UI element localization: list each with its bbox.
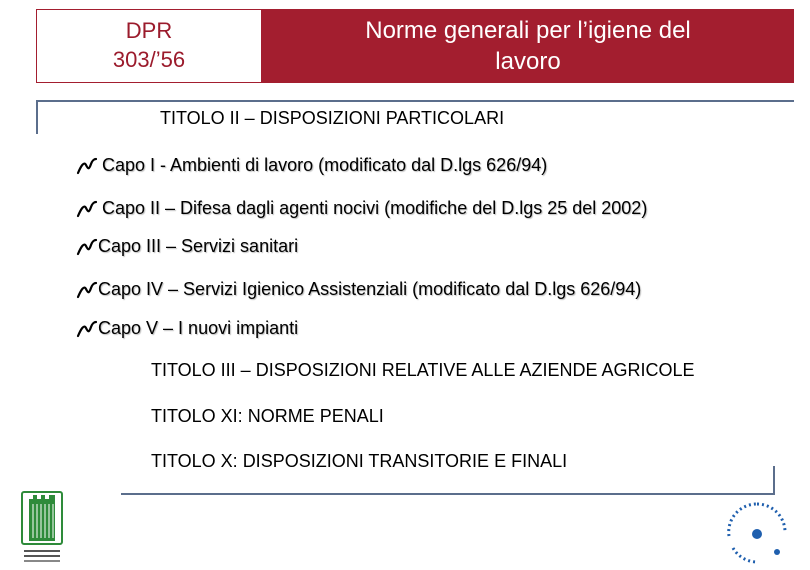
page-title-line1: Norme generali per l’igiene del: [365, 16, 691, 44]
header-left-line1: DPR: [125, 18, 173, 44]
bottom-divider-tick: [773, 466, 775, 495]
header-title-box: [262, 9, 794, 83]
wavy-bullet-icon: [76, 156, 98, 176]
list-item: [76, 279, 641, 300]
circular-institution-logo: [721, 496, 793, 568]
list-item-label: Capo V – I nuovi impianti: [98, 318, 299, 338]
list-item: [76, 318, 298, 339]
top-divider: [36, 100, 794, 102]
list-item-note: (modificato dal D.lgs 626/94): [318, 155, 548, 175]
titolo-heading: TITOLO X: DISPOSIZIONI TRANSITORIE E FINALI: [151, 451, 568, 471]
list-item-label: Capo IV – Servizi Igienico Assistenziali: [98, 279, 408, 299]
list-item-label: Capo I - Ambienti di lavoro: [102, 155, 314, 175]
page-title-line2: lavoro: [495, 48, 561, 75]
bottom-divider: [121, 493, 774, 495]
wavy-bullet-icon: [76, 199, 98, 219]
titolo-heading: TITOLO III – DISPOSIZIONI RELATIVE ALLE AZIENDE AGRICOLE: [151, 360, 695, 380]
list-item: [76, 198, 647, 219]
list-item: [76, 236, 298, 257]
section-title: TITOLO II – DISPOSIZIONI PARTICOLARI: [160, 108, 505, 128]
top-divider-tick: [36, 100, 38, 134]
wavy-bullet-icon: [76, 319, 98, 339]
wavy-bullet-icon: [76, 280, 98, 300]
wavy-bullet-icon: [76, 237, 98, 257]
list-item-label: Capo III – Servizi sanitari: [98, 236, 299, 256]
titolo-heading: TITOLO XI: NORME PENALI: [151, 406, 384, 426]
header-left-line2: 303/’56: [112, 47, 186, 72]
list-item-label: Capo II – Difesa dagli agenti nocivi: [102, 198, 380, 218]
list-item-note: (modificato dal D.lgs 626/94): [412, 279, 642, 299]
header-left-box: [36, 9, 262, 83]
list-item-note: (modifiche del D.lgs 25 del 2002): [384, 198, 648, 218]
page-title: [365, 15, 691, 77]
header-left-label: [113, 17, 185, 74]
university-tower-logo: [18, 488, 66, 568]
list-item: [76, 155, 547, 176]
